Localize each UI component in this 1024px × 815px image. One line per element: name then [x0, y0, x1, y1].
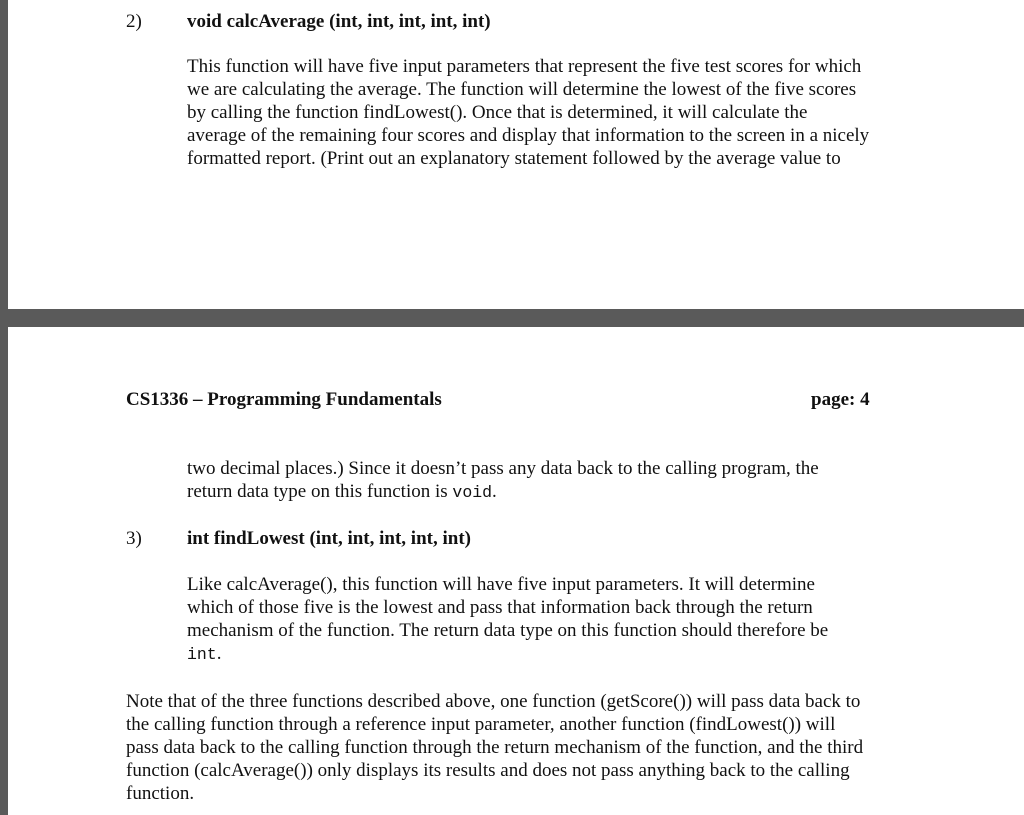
- code-int: int: [187, 645, 217, 664]
- text-line: two decimal places.) Since it doesn’t pass any data back to the calling program, the: [187, 458, 819, 479]
- text-line: we are calculating the average. The function will determine the lowest of the five scores: [187, 79, 857, 100]
- text-span: return data type on this function is: [187, 481, 453, 502]
- text-line: This function will have five input parameters that represent the five test scores for which: [187, 56, 862, 77]
- text-line: formatted report. (Print out an explanatory statement followed by the average value to: [187, 148, 841, 169]
- text-line: mechanism of the function. The return data type on this function should therefore be: [187, 620, 829, 641]
- text-line: [187, 642, 828, 666]
- text-line: by calling the function findLowest(). Once that is determined, it will calculate the: [187, 102, 808, 123]
- text-line: [187, 480, 819, 504]
- text-line: average of the remaining four scores and display that information to the screen in a nicely: [187, 125, 870, 146]
- text-line: Like calcAverage(), this function will have five input parameters. It will determine: [187, 574, 815, 595]
- calc-average-description: [187, 55, 869, 170]
- find-lowest-heading: int findLowest (int, int, int, int, int): [187, 528, 471, 549]
- page-header-title: CS1336 – Programming Fundamentals: [126, 389, 442, 410]
- find-lowest-description: [187, 573, 828, 666]
- note-paragraph: [126, 690, 863, 805]
- text-span: .: [216, 643, 222, 664]
- page-header-number: page: 4: [811, 389, 870, 410]
- text-line: the calling function through a reference input parameter, another function (findLowest()) will: [126, 714, 836, 735]
- continuation-paragraph: [187, 457, 819, 504]
- document-page-4: [8, 327, 1024, 815]
- document-page-3-bottom: [8, 0, 1024, 309]
- text-line: Note that of the three functions described above, one function (getScore()) will pass data back to: [126, 691, 861, 712]
- text-span: .: [492, 481, 497, 502]
- calc-average-heading: void calcAverage (int, int, int, int, int): [187, 11, 491, 32]
- text-line: pass data back to the calling function through the return mechanism of the function, and the third: [126, 737, 864, 758]
- text-line: function.: [126, 783, 195, 804]
- code-void: void: [452, 483, 493, 502]
- item-number-3: 3): [126, 528, 142, 549]
- item-number-2: 2): [126, 11, 142, 32]
- text-line: function (calcAverage()) only displays its results and does not pass anything back to the calling: [126, 760, 850, 781]
- text-line: which of those five is the lowest and pass that information back through the return: [187, 597, 813, 618]
